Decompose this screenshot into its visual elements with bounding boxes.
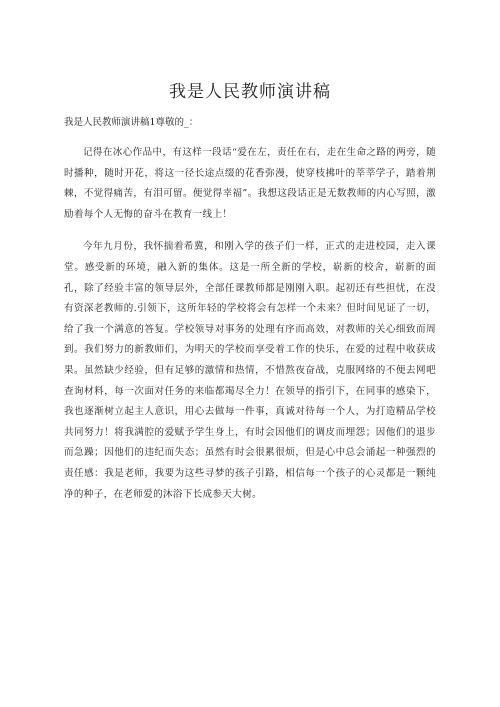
document-subtitle: 我是人民教师演讲稿1尊敬的_：	[64, 117, 199, 128]
paragraph-1: 记得在冰心作品中，有这样一段话“爱在左，责任在右，走在生命之路的两旁，随时播种，随时开花，将这一径长途点缀的花香弥漫，使穿枝拂叶的莘莘学子，踏着荆棘，不觉得痛苦，有泪可留。便觉得幸福”。我想这段话正是无数教师的内心写照，激励着每个人无悔的奋斗在教育一线上！	[64, 147, 436, 220]
document-title: 我是人民教师演讲稿	[169, 82, 331, 102]
paragraph-2: 今年九月份，我怀揣着希冀，和刚入学的孩子们一样，正式的走进校园，走入课堂。感受新的环境，融入新的集体。这是一所全新的学校，崭新的校舍，崭新的面孔，除了经验丰富的领导层外，全部任课教师都是刚刚入职。起初还有些担忧，在没有资深老教师的.引领下，这所年轻的学校将会有怎样一个未来？但时间见证了一切，给了我一个满意的答复。学校领导对事务的处理有序而高效，对教师的关心细致而周到。我们努力的新教师们，为明天的学校而享受着工作的快乐，在爱的过程中收获成果。虽然缺少经验，但有足够的激情和热情，不惜熬夜奋战，克服网络的不便去网吧查询材料，每一次面对任务的来临都竭尽全力！在领导的指引下，在同事的感染下，我也逐渐树立起主人意识，用心去做每一件事，真诚对待每一个人，为打造精品学校共同努力！将我满腔的爱赋予学生身上，有时会因他们的调皮而埋怨；因他们的退步而急躁；因他们的违纪而失态；虽然有时会很累很烦，但是心中总会涌起一种强烈的责任感：我是老师，我要为这些寻梦的孩子引路，相信每一个孩子的心灵都是一颗纯净的种子，在老师爱的沐浴下长成参天大树。	[64, 241, 436, 500]
